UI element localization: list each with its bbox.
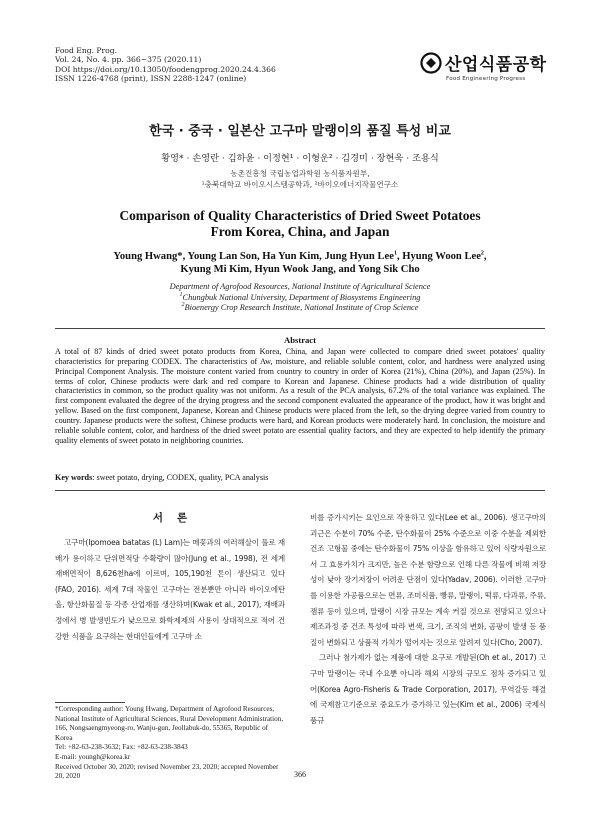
left-column xyxy=(55,510,285,644)
right-column xyxy=(310,510,546,728)
title-en-line: Comparison of Quality Characteristics of Dried Sweet Potatoes xyxy=(119,208,481,223)
logo-subtitle: Food Engineering Progress xyxy=(446,76,526,82)
title-korean: 한국 · 중국 · 일본산 고구마 말랭이의 품질 특성 비교 xyxy=(149,124,451,139)
title-en-line: From Korea, China, and Japan xyxy=(210,224,390,239)
footnote-email: E-mail: youngh@korea.kr xyxy=(55,752,131,761)
journal-header xyxy=(55,46,355,84)
journal-name: Food Eng. Prog. xyxy=(55,46,117,55)
affiliations-korean xyxy=(0,168,600,190)
authors-en-line: Kyung Mi Kim, Hyun Wook Jang, and Yong Sik Cho xyxy=(180,264,420,275)
footnote-tel: Tel: +82-63-238-3632; Fax: +82-63-238-3843 xyxy=(55,743,188,752)
affiliation-en-line: $^1$Chungbuk National University, Department of Biosystems Engineering xyxy=(179,291,421,302)
abstract-heading: Abstract xyxy=(284,335,316,345)
page-number: 366 xyxy=(294,770,306,779)
affiliations-english xyxy=(0,282,600,314)
logo-text: 산업식품공학 xyxy=(445,55,547,75)
affiliation-en-line: Department of Agrofood Resources, National Institute of Agricultural Science xyxy=(169,282,431,291)
footnote-corresponding: *Corresponding author: Young Hwang, Department of Agrofood Resources, National Institute of Agricultural Sciences, Rural Development Administration, 166, Nongsaengmyeong-ro, Wanju-gun, Jeollabuk-do, 55365, Republic of Korea xyxy=(55,705,284,742)
body-paragraph: 고구마(Ipomoea batatas (L) Lam)는 메꽃과의 여러해살이 풀로 재배가 용이하고 단위면적당 수확량이 많아(Jung et al., 1998), 전 세계 재배면적이 8,626천ha에 이르며, 105,190천 톤이 생산되고 있다(FAO, 2016). 세계 7대 작물인 고구마는 전분뿐만 아니라 바이오에탄올, 항산화물질 등 각종 산업재를 생산하며(Kwak et al., 2017), 재배과정에서 병 발생빈도가 낮으므로 화학제제의 사용이 상대적으로 적어 건강한 식품을 요구하는 현대인들에게 고구마 소 xyxy=(55,538,285,641)
abstract-bottom-rule xyxy=(55,490,545,491)
journal-volume: Vol. 24, No. 4. pp. 366~375 (2020.11) xyxy=(55,55,202,65)
authors-en-line: Young Hwang*, Young Lan Son, Ha Yun Kim, Jung Hyun Lee$^1$, Hyung Woon Lee$^2$, xyxy=(113,250,487,262)
body-paragraph: 그러나 첨가제가 없는 제품에 대한 요구로 개발된(Oh et al., 2017) 고구마 말랭이는 국내 수요뿐 아니라 해외 시장의 규모도 점차 증가되고 있어(Korea Agro-Fisheris & Trade Corporation, 2017), 무역갈등 해결에 국제참고기준으로 중요도가 증가하고 있는(Kim et al., 2006) 국제식품규 xyxy=(310,653,546,725)
keywords: Key words: sweet potato, drying, CODEX, quality, PCA analysis xyxy=(55,473,269,482)
body-paragraph: 비를 증가시키는 요인으로 작용하고 있다(Lee et al., 2006). 생고구마의 괴근은 수분이 70% 수준, 탄수화물이 25% 수준으로 이중 수분을 제외한 건조 고형물 중에는 탄수화물이 75% 이상을 함유하고 있어 식량자원으로서 그 효용가치가 크지만, 높은 수분 함량으로 인해 다른 작물에 비해 저장성이 낮아 장기저장이 어려운 단점이 있다(Yadav, 2006). 이러한 고구마를 이용한 가공품으로는 면류, 조미식품, 빵류, 말랭이, 떡류, 다과류, 주류, 잼류 등이 있으며, 말랭이 시장 규모는 계속 커질 것으로 전망되고 있으나 제조과정 중 건조 특성에 따라 변색, 크기, 조직의 변화, 곰팡이 발생 등 품질이 변화되고 상품적 가치가 떨어지는 것으로 알려져 있다(Cho, 2007). xyxy=(310,513,546,647)
authors-english xyxy=(0,250,600,276)
journal-doi: DOI https://doi.org/10.13050/foodengprog.2020.24.4.366 xyxy=(55,64,276,74)
section-heading-introduction: 서론 xyxy=(152,512,202,524)
affiliation-kr-line: ¹충북대학교 바이오시스템공학과, ²바이오에너지작물연구소 xyxy=(201,180,399,189)
title-english xyxy=(0,208,600,240)
journal-logo xyxy=(420,50,548,88)
logo-mark-icon xyxy=(420,52,442,74)
abstract-text: A total of 87 kinds of dried sweet potato products from Korea, China, and Japan were collected to compare dried sweet potatoes' quality characteristics for preparing CODEX. The characteristics of Aw, moisture, and reliable soluble content, color, and hardness were analyzed using Principal Component Analysis. The moisture content varied from country to country in order of Korea (21%), China (20%), and Japan (25%). In terms of color, Chinese products were dark and red compare to Korean and Japanese. Chinese products had a wide distribution of quality characteristics in common, so the product quality was not uniform. As a result of the PCA analysis, 67.2% of the total variance was explained. The first component evaluated the degree of the drying progress and the second component evaluated the appearance of the product, how it was bright and yellow. Based on the first component, Japanese, Korean and Chinese products were placed from the left, so the drying degree varied from country to country. Japanese products were the softest, Chinese products were hard, and Korean products were moderately hard. In conclusion, the moisture and reliable soluble content, color, and hardness of the dried sweet potato are essential quality factors, and they are expected to help identify the primary quality elements of sweet potato in neighboring countries. xyxy=(55,347,545,445)
authors-korean: 황영* · 손영란 · 김하윤 · 이정현¹ · 이형운² · 김경미 · 장현욱 · 조용식 xyxy=(161,153,439,164)
affiliation-en-line: $^2$Bioenergy Crop Research Institute, National Institute of Crop Science xyxy=(181,302,419,313)
footnote-received: Received October 30, 2020; revised November 23, 2020; accepted November 20, 2020 xyxy=(55,762,279,781)
affiliation-kr-line: 농촌진흥청 국립농업과학원 농식품자원부, xyxy=(230,169,370,178)
footnote-rule xyxy=(55,702,125,703)
abstract-top-rule xyxy=(55,328,545,329)
journal-issn: ISSN 1226-4768 (print), ISSN 2288-1247 (online) xyxy=(55,74,247,84)
